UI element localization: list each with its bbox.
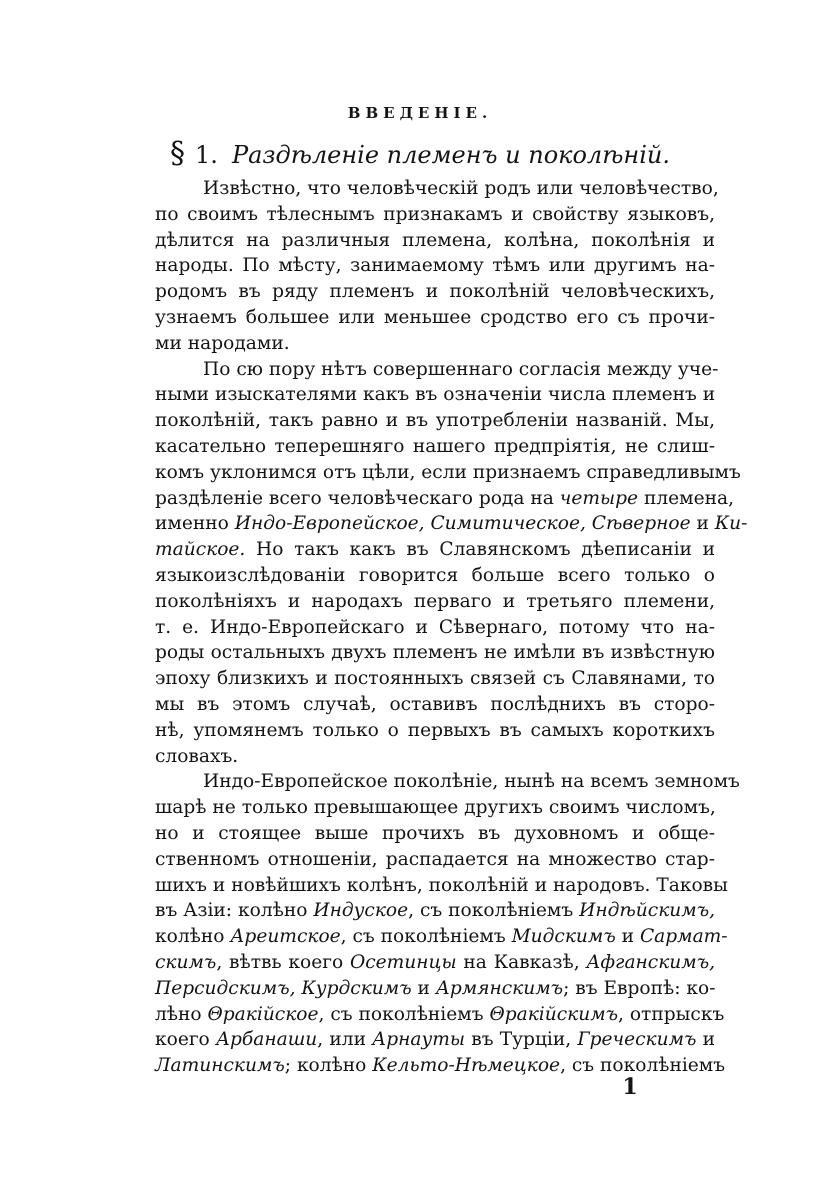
text-run: колѣно (155, 926, 231, 948)
italic-term: Сармат- (639, 926, 728, 948)
text-run: народы. По мѣсту, занимаемому тѣмъ или другимъ на- (155, 255, 715, 277)
text-run: роды остальныхъ двухъ племенъ не имѣли въ извѣстную (155, 642, 715, 664)
page-heading: ВВЕДЕНІЕ. (347, 104, 493, 122)
text-run: , или (317, 1029, 373, 1051)
text-run: , съ поколѣніемъ (408, 900, 580, 922)
text-run: , съ поколѣніемъ (340, 926, 512, 948)
text-run: и (696, 1029, 715, 1051)
text-line (155, 382, 715, 408)
text-run: узнаемъ большее или меньшее сродство его съ прочи- (155, 306, 715, 328)
text-run: поколѣніяхъ и народахъ перваго и третьяго племени, (155, 590, 715, 612)
text-line (155, 640, 715, 666)
italic-term: Индуское (313, 900, 409, 922)
text-line (155, 486, 735, 512)
text-run: Извѣстно, что человѣческій родъ или человѣчество, (203, 178, 719, 199)
text-run: по своимъ тѣлеснымъ признакамъ и свойству языковъ, (155, 203, 715, 225)
page-number: 1 (622, 1074, 638, 1100)
text-line (155, 331, 715, 357)
text-run: т. е. Индо-Европейскаго и Сѣвернаго, потому что на- (155, 616, 715, 638)
text-run: раздѣленіе всего человѣческаго рода на (155, 487, 560, 509)
text-line (155, 589, 715, 615)
text-line (155, 666, 715, 692)
text-run: языкоизслѣдованіи говорится больше всего только о (155, 564, 715, 586)
text-run: шарѣ не только превышающее другихъ своимъ числомъ, (155, 797, 716, 819)
text-line (155, 228, 715, 254)
text-line (155, 718, 715, 744)
text-line (155, 692, 715, 718)
text-line (155, 408, 715, 434)
text-run: ; колѣно (284, 1055, 373, 1077)
text-line (155, 357, 719, 383)
text-run: касательно теперешняго нашего предпріятія, не слиш- (155, 435, 715, 457)
italic-term: Арнауты (372, 1029, 466, 1051)
text-run: мы въ этомъ случаѣ, оставивъ послѣднихъ въ сторо- (155, 693, 715, 715)
italic-term: Осетинцы (349, 951, 457, 973)
text-line (155, 744, 715, 770)
italic-term: Θракійское (207, 1003, 319, 1025)
body-text (155, 176, 748, 1079)
italic-term: Армянскимъ (435, 977, 564, 999)
text-line (155, 898, 715, 924)
italic-term: четыре (559, 487, 639, 509)
text-line (155, 615, 715, 641)
text-run: Индо-Европейское поколѣніе, нынѣ на всемъ земномъ (203, 771, 740, 793)
italic-term: Индѣйскимъ, (579, 900, 715, 922)
text-run: ственномъ отношеніи, распадается на множество стар- (155, 848, 715, 870)
text-line (155, 305, 715, 331)
text-run: на Кавказѣ, (456, 951, 587, 973)
text-run: Но такъ какъ въ Славянскомъ дѣеписаніи и (245, 539, 715, 561)
text-line (155, 279, 715, 305)
italic-term: Ки- (714, 513, 748, 535)
text-run: лѣно (155, 1003, 208, 1025)
text-line (155, 1002, 725, 1028)
italic-term: скимъ (155, 951, 217, 973)
text-run: и (411, 977, 436, 999)
text-run: ными изыскателями какъ въ означеніи числа племенъ и (155, 384, 716, 406)
text-line (155, 873, 728, 899)
text-run: , съ поколѣніемъ (560, 1055, 726, 1077)
text-run: въ Азіи: колѣно (155, 900, 314, 922)
text-run: словахъ. (155, 745, 239, 767)
text-run: комъ уклонимся отъ цѣли, если признаемъ справедливымъ (155, 461, 741, 483)
text-run: эпоху близкихъ и постоянныхъ связей съ Славянами, то (155, 668, 715, 690)
text-line (155, 1027, 715, 1053)
text-run: , вѣтвь коего (216, 951, 350, 973)
text-run: дѣлится на различныя племена, колѣна, поколѣнія и (155, 229, 715, 251)
italic-term: Латинскимъ (155, 1055, 285, 1077)
text-run: и (690, 513, 715, 535)
section-title (0, 136, 840, 171)
italic-term: Кельто-Нѣмецкое (372, 1055, 561, 1077)
section-title-text: Раздѣленіе племенъ и поколѣній. (231, 141, 670, 169)
italic-term: Ареитское (230, 926, 341, 948)
text-run: поколѣній, такъ равно и въ употребленіи названій. Мы, (155, 410, 715, 432)
text-run: но и стоящее выше прочихъ въ духовномъ и обще- (155, 822, 715, 844)
text-line (155, 795, 715, 821)
section-mark: § (170, 136, 186, 171)
text-run: родомъ въ ряду племенъ и поколѣній человѣческихъ, (155, 281, 715, 303)
text-line (155, 460, 741, 486)
italic-term: Арбанаши (215, 1029, 318, 1051)
italic-term: Индо-Европейское, Симитическое, Сѣверное (234, 513, 691, 535)
text-line (155, 950, 715, 976)
text-line (155, 769, 740, 795)
text-line (155, 537, 715, 563)
text-run: коего (155, 1029, 216, 1051)
text-line (155, 976, 715, 1002)
text-run: ; въ Европѣ: ко- (563, 977, 716, 999)
italic-term: Афганскимъ, (586, 951, 715, 973)
text-line (155, 847, 715, 873)
text-run: шихъ и новѣйшихъ колѣнъ, поколѣній и народовъ. Таковы (155, 874, 728, 896)
text-run: именно (155, 513, 235, 535)
text-run: По сю пору нѣтъ совершеннаго согласія между уче- (203, 358, 719, 380)
text-run: племена, (638, 487, 735, 509)
text-run: и (615, 926, 640, 948)
section-number: 1. (195, 141, 218, 169)
italic-term: тайское. (155, 539, 246, 561)
text-line (155, 511, 748, 537)
italic-term: Персидскимъ, Курдскимъ (155, 977, 412, 999)
text-line (155, 821, 715, 847)
text-run: , съ поколѣніемъ (318, 1003, 490, 1025)
text-run: въ Турціи, (465, 1029, 578, 1051)
text-line (155, 176, 719, 202)
text-line (155, 924, 728, 950)
text-run: нѣ, упомянемъ только о первыхъ въ самыхъ короткихъ (155, 719, 715, 741)
text-line (155, 563, 715, 589)
text-line (155, 202, 715, 228)
italic-term: Греческимъ (577, 1029, 697, 1051)
italic-term: Θракійскимъ (489, 1003, 619, 1025)
text-line (155, 434, 715, 460)
text-run: , отпрыскъ (618, 1003, 725, 1025)
text-line (155, 253, 715, 279)
italic-term: Мидскимъ (511, 926, 616, 948)
text-run: ми народами. (155, 332, 290, 354)
